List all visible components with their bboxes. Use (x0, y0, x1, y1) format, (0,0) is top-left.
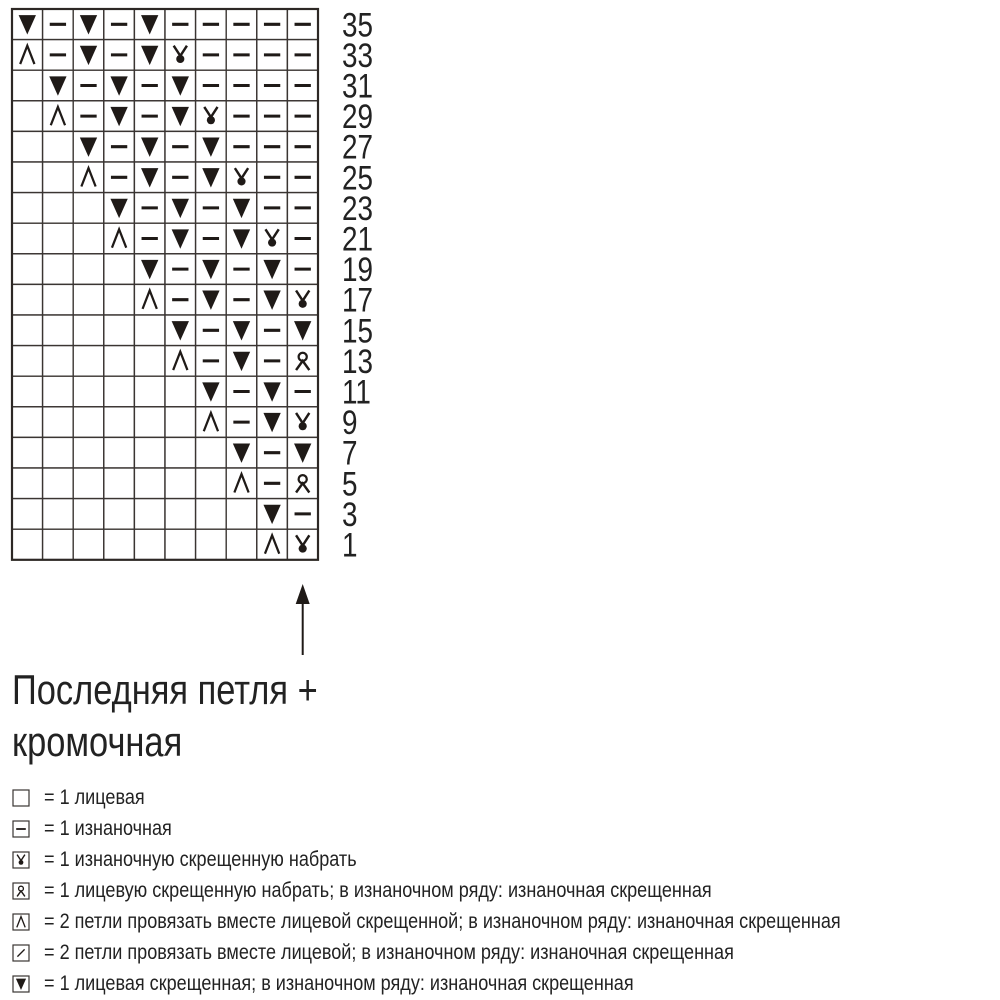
chart-cell (73, 40, 104, 71)
chart-cell (134, 499, 165, 530)
symbol-legend (12, 782, 970, 999)
chart-cell (134, 193, 165, 224)
chart-cell (287, 315, 318, 346)
chart-cell (287, 254, 318, 285)
row-number: 27 (342, 128, 374, 167)
chart-cell (104, 223, 135, 254)
chart-cell (165, 468, 196, 499)
chart-cell (196, 40, 227, 71)
chart-cell (104, 9, 135, 40)
chart-cell (287, 223, 318, 254)
chart-cell (196, 254, 227, 285)
chart-cell (196, 284, 227, 315)
chart-cell (43, 193, 74, 224)
chart-cell (12, 315, 43, 346)
chart-cell (196, 376, 227, 407)
chart-cell (226, 70, 257, 101)
legend-text: = 1 лицевая скрещенная; в изнаночном ряду: изнаночная скрещенная (44, 971, 634, 995)
chart-cell (196, 131, 227, 162)
chart-cell (287, 9, 318, 40)
chart-cell (134, 70, 165, 101)
chart-cell (73, 315, 104, 346)
chart-cell (43, 254, 74, 285)
k2tog-icon (12, 944, 30, 962)
chart-cell (104, 193, 135, 224)
chart-cell (73, 499, 104, 530)
chart-cell (226, 315, 257, 346)
knit-stitch-icon (12, 789, 30, 807)
chart-cell (12, 70, 43, 101)
chart-cell (104, 101, 135, 132)
chart-cell (257, 376, 288, 407)
chart-cell (287, 529, 318, 560)
chart-cell (12, 9, 43, 40)
chart-cell (12, 437, 43, 468)
chart-cell (12, 499, 43, 530)
chart-cell (226, 223, 257, 254)
chart-cell (12, 223, 43, 254)
chart-cell (287, 284, 318, 315)
chart-cell (43, 437, 74, 468)
chart-cell (134, 40, 165, 71)
chart-cell (73, 254, 104, 285)
legend-item (12, 844, 970, 875)
row-number: 33 (342, 36, 374, 75)
chart-cell (73, 284, 104, 315)
purl-twisted-increase-icon (12, 851, 30, 869)
chart-cell (257, 223, 288, 254)
chart-cell (134, 131, 165, 162)
row-number: 15 (342, 311, 374, 350)
chart-cell (73, 9, 104, 40)
k2tog-twisted-icon (12, 913, 30, 931)
chart-cell (104, 529, 135, 560)
chart-cell (287, 346, 318, 377)
chart-cell (165, 40, 196, 71)
chart-cell (287, 131, 318, 162)
row-number: 35 (342, 5, 374, 44)
chart-cell (73, 101, 104, 132)
chart-cell (226, 437, 257, 468)
chart-cell (12, 284, 43, 315)
chart-cell (226, 162, 257, 193)
chart-cell (43, 499, 74, 530)
chart-cell (73, 437, 104, 468)
chart-cell (226, 346, 257, 377)
row-number: 31 (342, 66, 374, 106)
chart-cell (134, 346, 165, 377)
row-number: 9 (342, 403, 358, 442)
chart-cell (104, 437, 135, 468)
chart-cell (104, 40, 135, 71)
chart-cell (104, 162, 135, 193)
chart-cell (134, 529, 165, 560)
chart-cell (12, 40, 43, 71)
row-number: 11 (342, 372, 371, 412)
chart-cell (196, 499, 227, 530)
chart-cell (73, 529, 104, 560)
chart-cell (12, 254, 43, 285)
chart-cell (196, 162, 227, 193)
chart-cell (165, 193, 196, 224)
chart-cell (226, 40, 257, 71)
chart-cell (43, 40, 74, 71)
chart-cell (165, 9, 196, 40)
row-number: 5 (342, 464, 358, 503)
chart-cell (226, 529, 257, 560)
row-number: 7 (342, 434, 358, 473)
purl-stitch-icon (12, 820, 30, 838)
chart-cell (226, 9, 257, 40)
chart-cell (196, 101, 227, 132)
chart-cell (165, 376, 196, 407)
chart-cell (73, 346, 104, 377)
chart-cell (134, 376, 165, 407)
legend-item (12, 782, 970, 813)
chart-cell (43, 162, 74, 193)
chart-cell (257, 529, 288, 560)
chart-cell (43, 376, 74, 407)
chart-cell (104, 131, 135, 162)
chart-cell (257, 40, 288, 71)
chart-cell (12, 346, 43, 377)
chart-cell (226, 131, 257, 162)
chart-cell (257, 437, 288, 468)
chart-cell (257, 407, 288, 438)
chart-cell (134, 223, 165, 254)
legend-item (12, 937, 970, 968)
chart-cell (257, 315, 288, 346)
arrow-up-icon (296, 584, 310, 655)
chart-cell (43, 101, 74, 132)
legend-text: = 2 петли провязать вместе лицевой; в изнаночном ряду: изнаночная скрещенная (44, 940, 734, 964)
chart-cell (257, 131, 288, 162)
row-number: 1 (342, 525, 358, 565)
chart-cell (43, 284, 74, 315)
chart-cell (165, 284, 196, 315)
chart-cell (287, 193, 318, 224)
chart-cell (165, 437, 196, 468)
knit-twisted-increase-icon (12, 882, 30, 900)
chart-cell (134, 468, 165, 499)
chart-cell (165, 162, 196, 193)
chart-cell (104, 284, 135, 315)
chart-cell (134, 284, 165, 315)
chart-cell (12, 162, 43, 193)
chart-cell (43, 346, 74, 377)
chart-cell (73, 376, 104, 407)
chart-cell (73, 162, 104, 193)
legend-item (12, 813, 970, 844)
row-number: 3 (342, 495, 358, 534)
row-number: 21 (342, 219, 374, 259)
knit-twisted-icon (12, 975, 30, 993)
legend-item (12, 875, 970, 906)
chart-cell (257, 162, 288, 193)
chart-cell (196, 70, 227, 101)
legend-text: = 1 лицевую скрещенную набрать; в изнаночном ряду: изнаночная скрещенная (44, 878, 712, 902)
chart-caption (12, 664, 318, 768)
chart-cell (287, 70, 318, 101)
chart-cell (287, 162, 318, 193)
chart-cell (165, 223, 196, 254)
chart-cell (196, 315, 227, 346)
chart-cell (287, 437, 318, 468)
chart-cell (134, 315, 165, 346)
chart-cell (287, 407, 318, 438)
chart-cell (104, 346, 135, 377)
chart-cell (43, 468, 74, 499)
chart-cell (43, 407, 74, 438)
chart-cell (257, 193, 288, 224)
chart-cell (104, 376, 135, 407)
row-number: 13 (342, 342, 374, 381)
legend-text: = 1 изнаночная (44, 816, 172, 840)
row-number: 29 (342, 97, 374, 136)
chart-cell (196, 193, 227, 224)
chart-cell (73, 70, 104, 101)
row-number: 17 (342, 281, 374, 320)
chart-cell (73, 407, 104, 438)
row-number: 19 (342, 250, 374, 289)
chart-cell (196, 346, 227, 377)
chart-cell (165, 407, 196, 438)
chart-cell (12, 407, 43, 438)
chart-cell (134, 101, 165, 132)
chart-cell (165, 101, 196, 132)
chart-cell (165, 254, 196, 285)
chart-cell (226, 101, 257, 132)
chart-cell (134, 437, 165, 468)
chart-cell (43, 131, 74, 162)
chart-cell (165, 131, 196, 162)
chart-cell (104, 315, 135, 346)
chart-cell (226, 407, 257, 438)
chart-cell (43, 9, 74, 40)
chart-cell (226, 499, 257, 530)
chart-cell (257, 70, 288, 101)
chart-cell (165, 499, 196, 530)
chart-cell (43, 223, 74, 254)
chart-cell (226, 284, 257, 315)
chart-cell (73, 468, 104, 499)
chart-cell (104, 468, 135, 499)
caption-line-2: кромочная (12, 718, 183, 765)
chart-cell (43, 529, 74, 560)
chart-cell (257, 254, 288, 285)
chart-cell (104, 407, 135, 438)
chart-cell (287, 40, 318, 71)
chart-cell (196, 9, 227, 40)
chart-cell (196, 468, 227, 499)
chart-cell (257, 346, 288, 377)
chart-cell (226, 193, 257, 224)
chart-cell (226, 254, 257, 285)
chart-cell (134, 9, 165, 40)
chart-cell (165, 529, 196, 560)
chart-cell (257, 101, 288, 132)
chart-cell (73, 223, 104, 254)
chart-cell (12, 101, 43, 132)
chart-cell (104, 254, 135, 285)
chart-cell (257, 468, 288, 499)
chart-cell (73, 193, 104, 224)
chart-cell (287, 376, 318, 407)
chart-cell (287, 468, 318, 499)
legend-item (12, 906, 970, 937)
chart-cell (165, 70, 196, 101)
chart-cell (196, 529, 227, 560)
chart-cell (12, 529, 43, 560)
chart-cell (12, 193, 43, 224)
chart-cell (165, 315, 196, 346)
chart-cell (257, 499, 288, 530)
chart-cell (12, 376, 43, 407)
chart-cell (165, 346, 196, 377)
chart-cell (12, 468, 43, 499)
legend-text: = 1 изнаночную скрещенную набрать (44, 847, 357, 871)
caption-line-1: Последняя петля + (12, 666, 318, 713)
chart-cell (134, 162, 165, 193)
chart-cell (196, 223, 227, 254)
chart-cell (12, 131, 43, 162)
chart-cell (134, 254, 165, 285)
chart-cell (257, 9, 288, 40)
legend-text: = 2 петли провязать вместе лицевой скрещенной; в изнаночном ряду: изнаночная скрещенная (44, 909, 841, 933)
chart-cell (104, 499, 135, 530)
chart-cell (43, 70, 74, 101)
chart-cell (134, 407, 165, 438)
legend-text: = 1 лицевая (44, 785, 145, 809)
chart-cell (43, 315, 74, 346)
chart-cell (73, 131, 104, 162)
chart-cell (226, 468, 257, 499)
chart-cell (196, 437, 227, 468)
chart-cell (287, 101, 318, 132)
chart-cell (287, 499, 318, 530)
chart-cell (104, 70, 135, 101)
chart-cell (257, 284, 288, 315)
row-number: 23 (342, 189, 374, 228)
legend-item (12, 968, 970, 999)
chart-cell (196, 407, 227, 438)
chart-cell (226, 376, 257, 407)
row-number: 25 (342, 158, 374, 197)
